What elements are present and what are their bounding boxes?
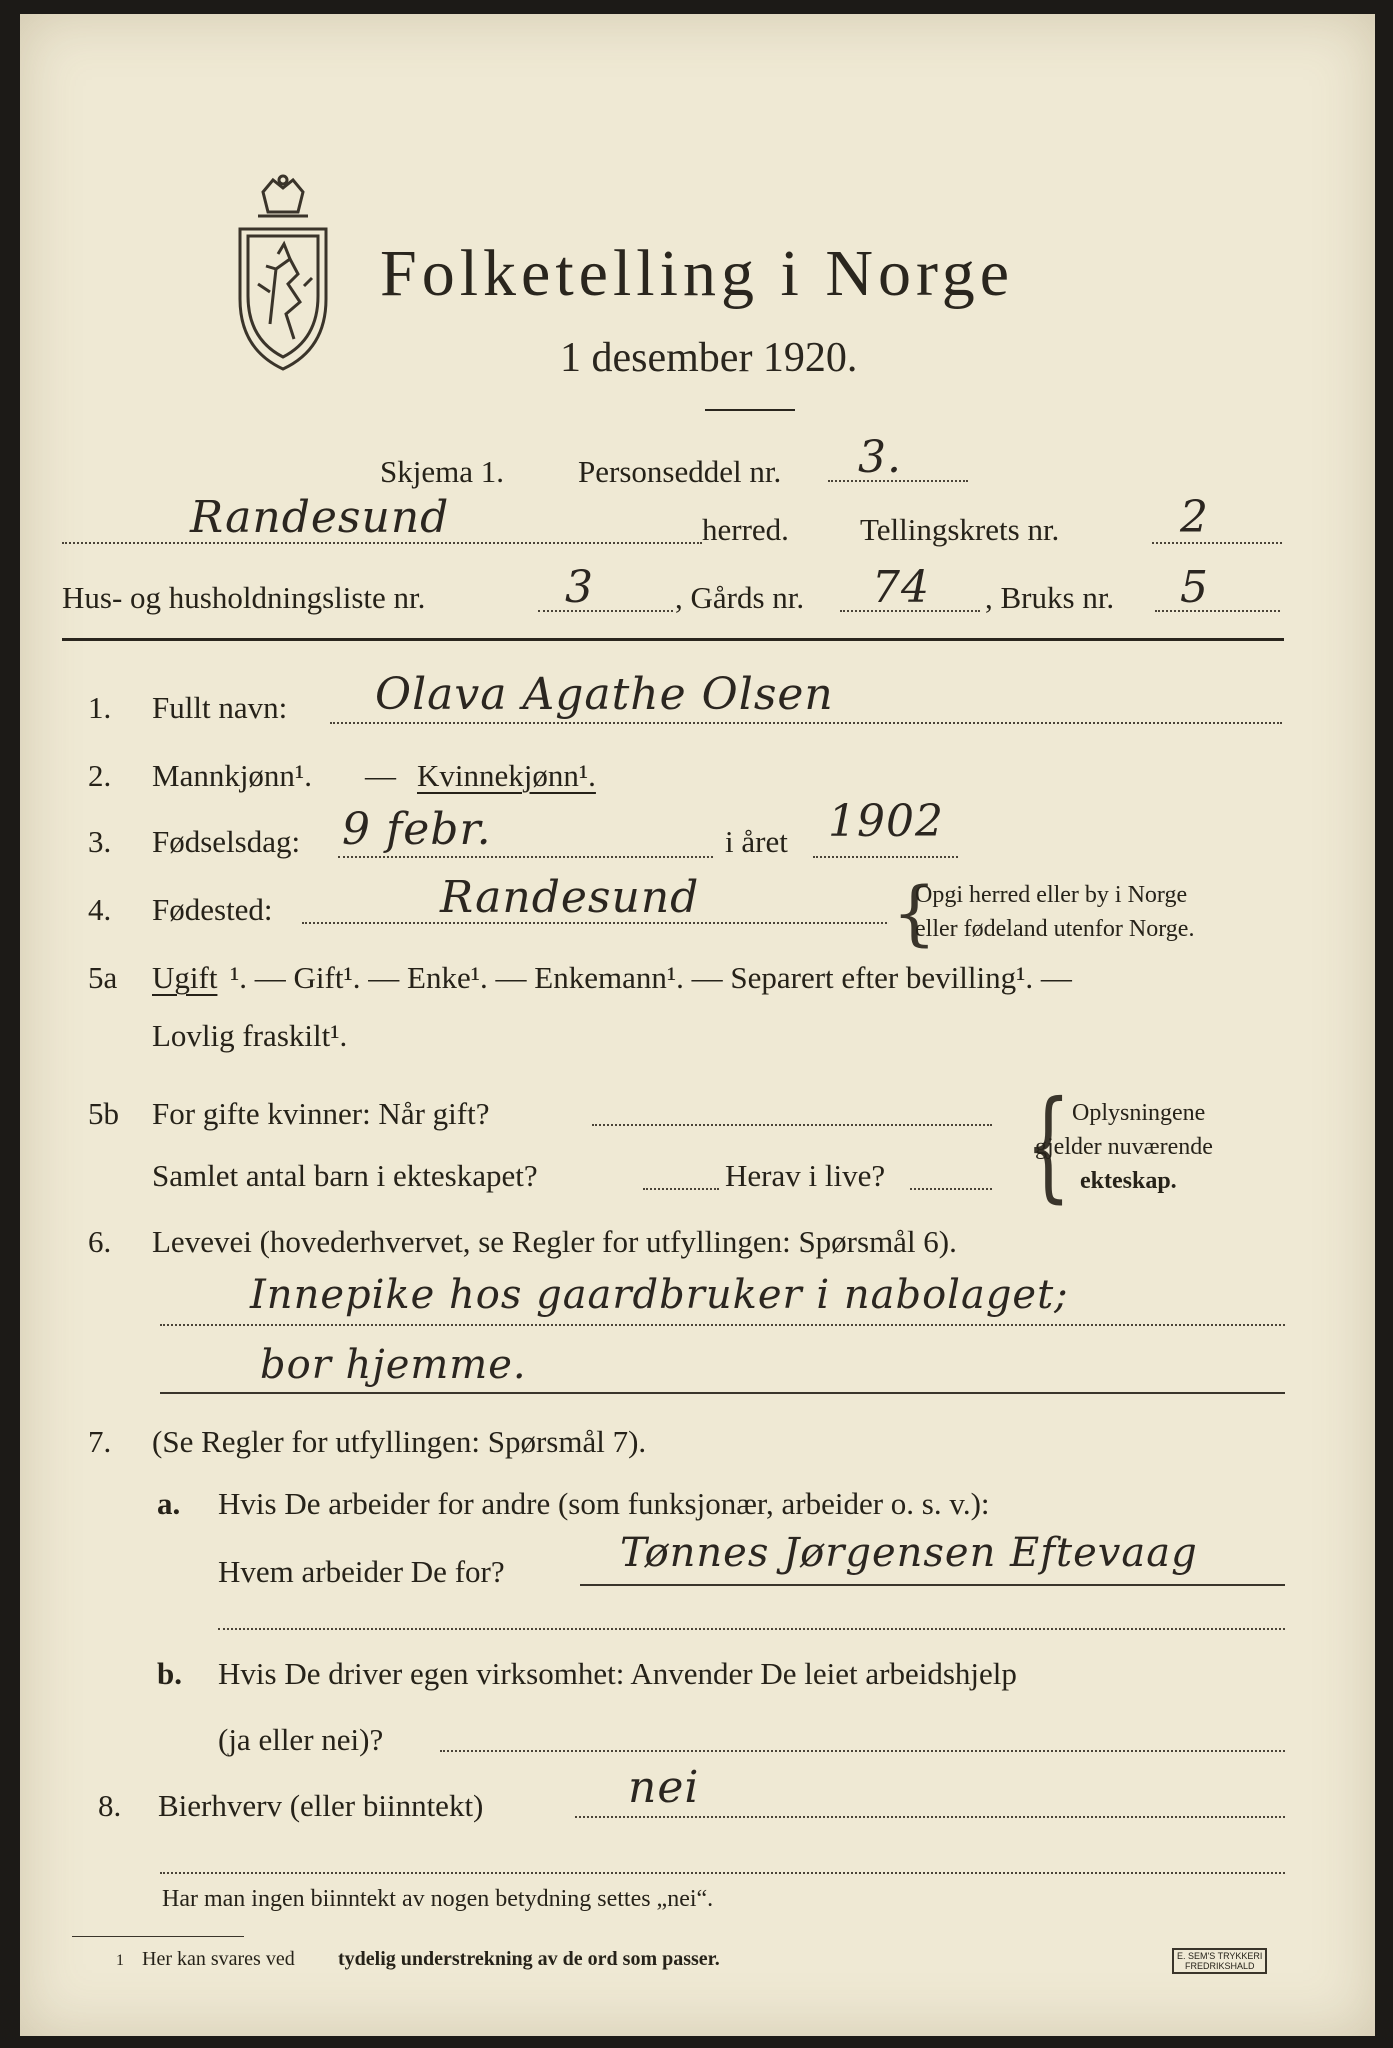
- q7b-letter: b.: [157, 1656, 182, 1691]
- q7-label: (Se Regler for utfyllingen: Spørsmål 7).: [152, 1424, 647, 1459]
- q5b-brace: {: [1025, 1076, 1072, 1215]
- q4-brace: {: [892, 872, 937, 954]
- schema-label: Skjema 1.: [380, 454, 504, 489]
- q7a-letter: a.: [157, 1486, 181, 1521]
- bruks-value: 5: [1180, 562, 1209, 613]
- q6-number: 6.: [88, 1224, 112, 1259]
- q5a-ugift-option: Ugift: [152, 960, 218, 995]
- personseddel-label: Personseddel nr.: [578, 454, 782, 489]
- q7b-line: [440, 1750, 1285, 1752]
- hus-value: 3: [565, 562, 594, 613]
- census-form: [20, 14, 1375, 2036]
- printer-stamp: [1172, 1948, 1267, 1974]
- q3-label: Fødselsdag:: [152, 824, 301, 859]
- employer-value: Tønnes Jørgensen Eftevaag: [620, 1530, 1198, 1576]
- q1-number: 1.: [88, 690, 112, 725]
- q4-number: 4.: [88, 892, 112, 927]
- full-name-value: Olava Agathe Olsen: [375, 669, 834, 720]
- q7a-line2: Hvem arbeider De for?: [218, 1554, 505, 1589]
- q8-line: [575, 1816, 1285, 1818]
- herred-value: Randesund: [190, 492, 450, 543]
- income-note: Har man ingen biinntekt av nogen betydning settes „nei“.: [162, 1886, 714, 1912]
- q6-line1: [160, 1324, 1285, 1326]
- q5b-married-line: [592, 1124, 992, 1126]
- q8-number: 8.: [98, 1788, 122, 1823]
- footnote-rule: [72, 1936, 244, 1937]
- q4-label: Fødested:: [152, 892, 273, 927]
- bruks-line: [1155, 610, 1280, 612]
- q3-year-line: [813, 856, 958, 858]
- footnote-mark: 1: [116, 1952, 124, 1969]
- coat-of-arms-icon: [218, 174, 348, 374]
- q6-label: Levevei (hovederhvervet, se Regler for utfyllingen: Spørsmål 6).: [152, 1224, 957, 1259]
- q5a-options: ¹. — Gift¹. — Enke¹. — Enkemann¹. — Separert efter bevilling¹. —: [230, 960, 1072, 995]
- q5b-note-line1: Oplysningene: [1072, 1100, 1206, 1126]
- birthplace-value: Randesund: [440, 872, 700, 923]
- form-date: 1 desember 1920.: [560, 335, 858, 381]
- footnote-bold: tydelig understrekning av de ord som passer.: [338, 1948, 720, 1970]
- bruks-label: , Bruks nr.: [985, 580, 1115, 615]
- q5b-note-line3: ekteskap.: [1080, 1168, 1177, 1194]
- q3-day-line: [338, 856, 713, 858]
- form-title: Folketelling i Norge: [380, 237, 1015, 310]
- q7a-line: [580, 1584, 1285, 1586]
- q5a-fraskilt-option: Lovlig fraskilt¹.: [152, 1018, 348, 1053]
- q5b-line1: For gifte kvinner: Når gift?: [152, 1096, 490, 1131]
- q5b-children-label: Samlet antal barn i ekteskapet?: [152, 1158, 538, 1193]
- q4-note-line2: eller fødeland utenfor Norge.: [915, 916, 1195, 942]
- q2-female-option: Kvinnekjønn¹.: [417, 758, 596, 793]
- q8-extra-line: [160, 1872, 1285, 1874]
- tellingskrets-value: 2: [1180, 492, 1209, 543]
- title-divider: [705, 409, 795, 411]
- header-rule: [62, 638, 1284, 641]
- personseddel-value: 3.: [858, 432, 902, 483]
- tellingskrets-line: [1152, 542, 1282, 544]
- q7a-line1: Hvis De arbeider for andre (som funksjonær, arbeider o. s. v.):: [218, 1486, 990, 1521]
- q5b-alive-label: Herav i live?: [725, 1158, 886, 1193]
- q5b-alive-line: [910, 1188, 992, 1190]
- herred-label: herred.: [702, 512, 789, 547]
- q7a-extra-line: [218, 1628, 1285, 1630]
- printer-name: E. SEM'S TRYKKERI: [1177, 1951, 1263, 1961]
- q4-note-line1: Opgi herred eller by i Norge: [915, 882, 1188, 908]
- q3-year-label: i året: [725, 824, 788, 859]
- q5a-number: 5a: [88, 960, 118, 995]
- q2-male-option: Mannkjønn¹.: [152, 758, 312, 793]
- q8-label: Bierhverv (eller biinntekt): [158, 1788, 484, 1823]
- q2-number: 2.: [88, 758, 112, 793]
- occupation-value-line1: Innepike hos gaardbruker i nabolaget;: [250, 1272, 1069, 1318]
- q1-line: [330, 722, 1282, 724]
- q1-label: Fullt navn:: [152, 690, 288, 725]
- q7-number: 7.: [88, 1424, 112, 1459]
- q3-number: 3.: [88, 824, 112, 859]
- hus-line: [538, 610, 673, 612]
- q7b-line1: Hvis De driver egen virksomhet: Anvender De leiet arbeidshjelp: [218, 1656, 1017, 1691]
- q5b-note-line2: gjelder nuværende: [1035, 1134, 1213, 1160]
- gards-label: , Gårds nr.: [675, 580, 805, 615]
- q5b-number: 5b: [88, 1096, 119, 1131]
- footnote-text: Her kan svares ved: [142, 1948, 295, 1970]
- birth-day-value: 9 febr.: [342, 804, 492, 855]
- tellingskrets-label: Tellingskrets nr.: [860, 512, 1060, 547]
- birth-year-value: 1902: [828, 796, 944, 847]
- q6-line2: [160, 1392, 1285, 1394]
- hus-label: Hus- og husholdningsliste nr.: [62, 580, 426, 615]
- gards-value: 74: [872, 562, 930, 613]
- q2-separator: —: [365, 758, 396, 793]
- q5b-children-line: [643, 1188, 719, 1190]
- occupation-value-line2: bor hjemme.: [260, 1342, 527, 1388]
- printer-city: FREDRIKSHALD: [1184, 1961, 1255, 1971]
- q7b-line2: (ja eller nei)?: [218, 1722, 384, 1757]
- side-income-value: nei: [628, 1762, 700, 1813]
